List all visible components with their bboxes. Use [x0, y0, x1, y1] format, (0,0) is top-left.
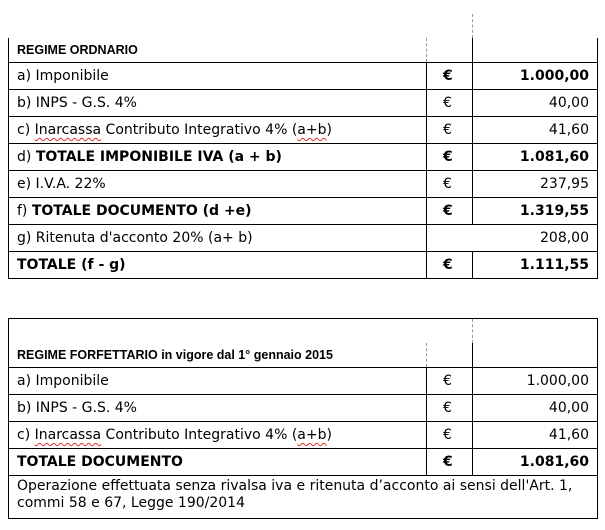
regime-forfettario-table [8, 318, 598, 519]
row-label: a) Imponibile [9, 63, 427, 90]
value-cell: 1.081,60 [473, 144, 598, 171]
row-label: e) I.V.A. 22% [9, 171, 427, 198]
currency-cell: € [427, 252, 473, 279]
legal-note: Operazione effettuata senza rivalsa iva e ritenuta d’acconto ai sensi dell'Art. 1, commi 58 e 67, Legge 190/2014 [9, 476, 598, 519]
currency-cell: € [427, 395, 473, 422]
currency-cell: € [427, 63, 473, 90]
table-row [9, 144, 598, 171]
table-header-row [9, 38, 598, 63]
value-cell: 208,00 [473, 225, 598, 252]
row-label: b) INPS - G.S. 4% [9, 395, 427, 422]
value-cell: 1.000,00 [473, 63, 598, 90]
currency-cell: € [427, 422, 473, 449]
row-label: b) INPS - G.S. 4% [9, 90, 427, 117]
value-cell: 41,60 [473, 117, 598, 144]
row-label: c) Inarcassa Contributo Integrativo 4% (a+b) [9, 422, 427, 449]
table-spacer-row [9, 14, 598, 38]
value-cell: 40,00 [473, 90, 598, 117]
table-row [9, 225, 598, 252]
row-label: d) TOTALE IMPONIBILE IVA (a + b) [9, 144, 427, 171]
value-cell: 1.319,55 [473, 198, 598, 225]
table-spacer-row [9, 319, 598, 344]
currency-cell: € [427, 198, 473, 225]
currency-cell: € [427, 171, 473, 198]
currency-cell: € [427, 368, 473, 395]
table-row [9, 90, 598, 117]
value-cell: 40,00 [473, 395, 598, 422]
note-row [9, 476, 598, 519]
table-row [9, 252, 598, 279]
currency-cell: € [427, 449, 473, 476]
table-row [9, 63, 598, 90]
ordinario-title: REGIME ORDNARIO [9, 38, 427, 63]
value-cell: 1.000,00 [473, 368, 598, 395]
value-cell: 41,60 [473, 422, 598, 449]
regime-ordinario-table [8, 14, 598, 279]
currency-cell: € [427, 90, 473, 117]
value-cell: 237,95 [473, 171, 598, 198]
row-label: a) Imponibile [9, 368, 427, 395]
table-row [9, 422, 598, 449]
currency-cell: € [427, 117, 473, 144]
table-row [9, 368, 598, 395]
value-cell: 1.081,60 [473, 449, 598, 476]
currency-cell: € [427, 144, 473, 171]
table-row [9, 198, 598, 225]
row-label: TOTALE (f - g) [9, 252, 427, 279]
row-label: c) Inarcassa Contributo Integrativo 4% (a+b) [9, 117, 427, 144]
currency-cell [427, 225, 473, 252]
table-row [9, 449, 598, 476]
row-label: g) Ritenuta d'acconto 20% (a+ b) [9, 225, 427, 252]
forfettario-title: REGIME FORFETTARIO in vigore dal 1° gennaio 2015 [9, 343, 427, 368]
value-cell: 1.111,55 [473, 252, 598, 279]
table-header-row [9, 343, 598, 368]
table-row [9, 117, 598, 144]
row-label: TOTALE DOCUMENTO [9, 449, 427, 476]
table-row [9, 171, 598, 198]
row-label: f) TOTALE DOCUMENTO (d +e) [9, 198, 427, 225]
table-row [9, 395, 598, 422]
